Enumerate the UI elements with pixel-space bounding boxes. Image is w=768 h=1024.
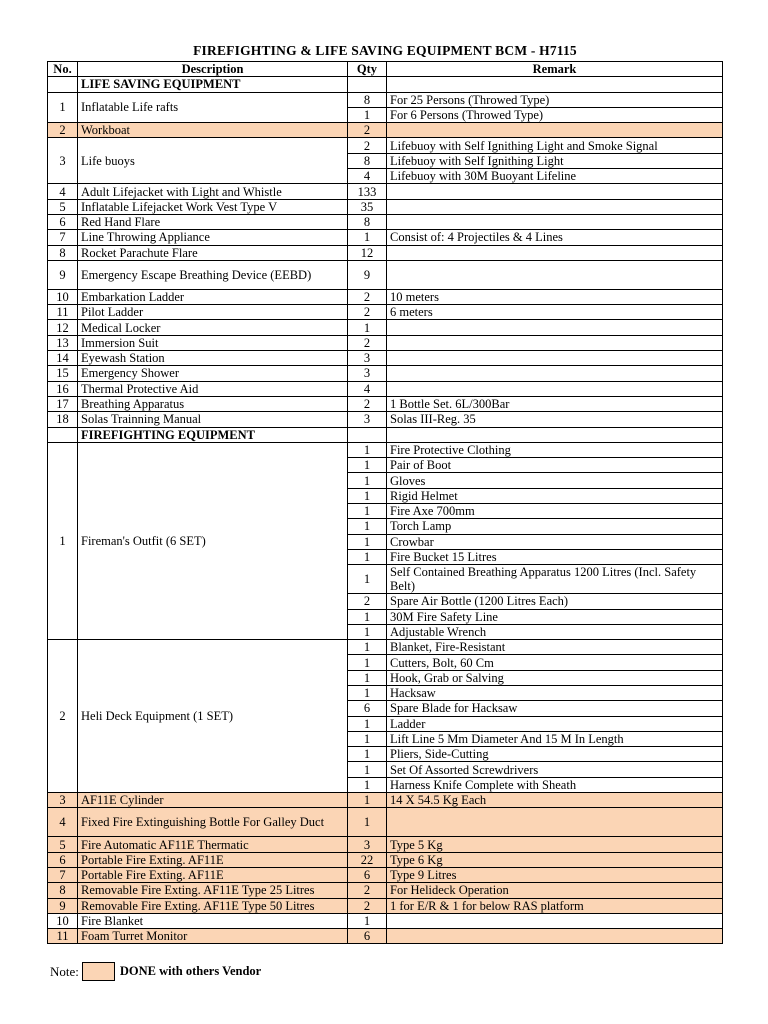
item-number: 10 — [48, 913, 78, 928]
item-qty: 4 — [348, 169, 387, 184]
item-qty: 1 — [348, 488, 387, 503]
item-number: 3 — [48, 793, 78, 808]
item-qty: 1 — [348, 473, 387, 488]
item-number: 5 — [48, 837, 78, 852]
item-description: Fire Blanket — [78, 913, 348, 928]
item-qty: 8 — [348, 153, 387, 168]
item-number: 6 — [48, 214, 78, 229]
item-remark — [387, 184, 723, 199]
section-remark-cell — [387, 427, 723, 442]
item-description: Pilot Ladder — [78, 305, 348, 320]
item-number: 10 — [48, 289, 78, 304]
item-remark: Ladder — [387, 716, 723, 731]
table-body — [48, 77, 723, 944]
item-qty: 1 — [348, 655, 387, 670]
item-number: 2 — [48, 640, 78, 793]
item-qty: 133 — [348, 184, 387, 199]
item-qty: 1 — [348, 808, 387, 837]
item-description: Foam Turret Monitor — [78, 929, 348, 944]
item-remark: Gloves — [387, 473, 723, 488]
item-remark: 1 Bottle Set. 6L/300Bar — [387, 396, 723, 411]
section-remark-cell — [387, 77, 723, 92]
highlight-swatch — [82, 962, 115, 981]
item-remark — [387, 366, 723, 381]
section-no-cell — [48, 427, 78, 442]
item-qty: 22 — [348, 852, 387, 867]
item-description: Workboat — [78, 123, 348, 138]
item-qty: 8 — [348, 92, 387, 107]
item-description: Inflatable Life rafts — [78, 92, 348, 123]
item-remark: Lifebuoy with Self Ignithing Light and Smoke Signal — [387, 138, 723, 153]
item-remark: Lifebuoy with Self Ignithing Light — [387, 153, 723, 168]
item-description: Immersion Suit — [78, 335, 348, 350]
table-row — [48, 852, 723, 867]
table-row — [48, 351, 723, 366]
section-title: FIREFIGHTING EQUIPMENT — [78, 427, 348, 442]
item-description: Adult Lifejacket with Light and Whistle — [78, 184, 348, 199]
table-row — [48, 335, 723, 350]
item-number: 8 — [48, 245, 78, 260]
item-qty: 1 — [348, 230, 387, 245]
item-remark — [387, 929, 723, 944]
item-remark: Cutters, Bolt, 60 Cm — [387, 655, 723, 670]
table-row — [48, 199, 723, 214]
item-remark: Hacksaw — [387, 685, 723, 700]
item-description: Fixed Fire Extinguishing Bottle For Galley Duct — [78, 808, 348, 837]
item-description: Emergency Shower — [78, 366, 348, 381]
item-remark: Torch Lamp — [387, 519, 723, 534]
item-remark: Spare Air Bottle (1200 Litres Each) — [387, 594, 723, 609]
table-row — [48, 260, 723, 289]
item-remark: Hook, Grab or Salving — [387, 670, 723, 685]
table-row — [48, 640, 723, 655]
item-qty: 2 — [348, 123, 387, 138]
item-number: 16 — [48, 381, 78, 396]
item-description: Red Hand Flare — [78, 214, 348, 229]
item-remark — [387, 808, 723, 837]
item-qty: 12 — [348, 245, 387, 260]
item-qty: 1 — [348, 320, 387, 335]
item-number: 18 — [48, 412, 78, 427]
item-remark: Fire Bucket 15 Litres — [387, 549, 723, 564]
section-row — [48, 427, 723, 442]
item-description: Eyewash Station — [78, 351, 348, 366]
item-number: 8 — [48, 883, 78, 898]
item-remark: 10 meters — [387, 289, 723, 304]
table-row — [48, 396, 723, 411]
item-qty: 1 — [348, 458, 387, 473]
header-remark: Remark — [387, 62, 723, 77]
item-qty: 2 — [348, 305, 387, 320]
item-remark — [387, 199, 723, 214]
page-title: FIREFIGHTING & LIFE SAVING EQUIPMENT BCM - H7115 — [193, 43, 577, 58]
item-number: 7 — [48, 230, 78, 245]
item-qty: 2 — [348, 138, 387, 153]
item-remark: Lift Line 5 Mm Diameter And 15 M In Length — [387, 731, 723, 746]
item-qty: 1 — [348, 609, 387, 624]
item-remark: Pair of Boot — [387, 458, 723, 473]
item-number: 1 — [48, 92, 78, 123]
item-remark: Fire Axe 700mm — [387, 504, 723, 519]
item-number: 14 — [48, 351, 78, 366]
item-qty: 1 — [348, 716, 387, 731]
item-remark: For Helideck Operation — [387, 883, 723, 898]
item-description: Removable Fire Exting. AF11E Type 25 Litres — [78, 883, 348, 898]
item-number: 4 — [48, 808, 78, 837]
item-qty: 35 — [348, 199, 387, 214]
item-remark: Pliers, Side-Cutting — [387, 747, 723, 762]
item-number: 17 — [48, 396, 78, 411]
item-qty: 6 — [348, 867, 387, 882]
item-remark — [387, 335, 723, 350]
item-number: 2 — [48, 123, 78, 138]
item-remark: Rigid Helmet — [387, 488, 723, 503]
table-row — [48, 793, 723, 808]
item-number: 5 — [48, 199, 78, 214]
item-qty: 1 — [348, 762, 387, 777]
item-remark: Set Of Assorted Screwdrivers — [387, 762, 723, 777]
item-remark: Type 6 Kg — [387, 852, 723, 867]
table-row — [48, 808, 723, 837]
item-qty: 2 — [348, 335, 387, 350]
item-description: Emergency Escape Breathing Device (EEBD) — [78, 260, 348, 289]
item-description: Medical Locker — [78, 320, 348, 335]
item-description: Portable Fire Exting. AF11E — [78, 867, 348, 882]
item-remark — [387, 260, 723, 289]
table-row — [48, 366, 723, 381]
item-number: 3 — [48, 138, 78, 184]
note-label: Note: — [50, 963, 79, 979]
section-row — [48, 77, 723, 92]
item-remark: For 25 Persons (Throwed Type) — [387, 92, 723, 107]
item-number: 13 — [48, 335, 78, 350]
item-description: Fireman's Outfit (6 SET) — [78, 442, 348, 639]
item-remark: Type 5 Kg — [387, 837, 723, 852]
header-description: Description — [78, 62, 348, 77]
item-qty: 1 — [348, 793, 387, 808]
item-remark: Type 9 Litres — [387, 867, 723, 882]
item-qty: 1 — [348, 777, 387, 792]
section-title: LIFE SAVING EQUIPMENT — [78, 77, 348, 92]
item-remark — [387, 245, 723, 260]
legend-note — [50, 962, 261, 981]
item-qty: 2 — [348, 898, 387, 913]
item-qty: 3 — [348, 366, 387, 381]
item-number: 11 — [48, 929, 78, 944]
table-row — [48, 305, 723, 320]
item-remark: 30M Fire Safety Line — [387, 609, 723, 624]
item-qty: 2 — [348, 594, 387, 609]
section-qty-cell — [348, 77, 387, 92]
item-remark: Fire Protective Clothing — [387, 442, 723, 457]
item-qty: 1 — [348, 504, 387, 519]
item-remark: Solas III-Reg. 35 — [387, 412, 723, 427]
item-remark: For 6 Persons (Throwed Type) — [387, 107, 723, 122]
item-description: Breathing Apparatus — [78, 396, 348, 411]
item-remark: Blanket, Fire-Resistant — [387, 640, 723, 655]
item-remark — [387, 351, 723, 366]
item-number: 4 — [48, 184, 78, 199]
table-row — [48, 92, 723, 107]
item-remark — [387, 214, 723, 229]
item-qty: 3 — [348, 837, 387, 852]
equipment-table — [47, 61, 723, 944]
item-number: 15 — [48, 366, 78, 381]
item-qty: 9 — [348, 260, 387, 289]
item-qty: 8 — [348, 214, 387, 229]
table-row — [48, 289, 723, 304]
header-qty: Qty — [348, 62, 387, 77]
table-row — [48, 898, 723, 913]
item-qty: 1 — [348, 913, 387, 928]
item-qty: 1 — [348, 107, 387, 122]
table-row — [48, 883, 723, 898]
item-remark: Adjustable Wrench — [387, 624, 723, 639]
item-description: Solas Trainning Manual — [78, 412, 348, 427]
item-qty: 6 — [348, 929, 387, 944]
item-qty: 6 — [348, 701, 387, 716]
item-description: Heli Deck Equipment (1 SET) — [78, 640, 348, 793]
table-row — [48, 320, 723, 335]
item-remark: Consist of: 4 Projectiles & 4 Lines — [387, 230, 723, 245]
item-qty: 1 — [348, 640, 387, 655]
item-qty: 3 — [348, 412, 387, 427]
item-number: 11 — [48, 305, 78, 320]
table-row — [48, 929, 723, 944]
item-description: Removable Fire Exting. AF11E Type 50 Litres — [78, 898, 348, 913]
header-no: No. — [48, 62, 78, 77]
table-row — [48, 837, 723, 852]
item-qty: 4 — [348, 381, 387, 396]
item-remark — [387, 913, 723, 928]
item-remark: Crowbar — [387, 534, 723, 549]
table-row — [48, 867, 723, 882]
item-qty: 1 — [348, 670, 387, 685]
note-text: DONE with others Vendor — [119, 964, 262, 978]
item-remark — [387, 381, 723, 396]
item-remark: Self Contained Breathing Apparatus 1200 Litres (Incl. Safety Belt) — [387, 565, 723, 594]
item-qty: 1 — [348, 731, 387, 746]
item-qty: 1 — [348, 565, 387, 594]
section-qty-cell — [348, 427, 387, 442]
item-description: Rocket Parachute Flare — [78, 245, 348, 260]
item-number: 7 — [48, 867, 78, 882]
section-no-cell — [48, 77, 78, 92]
item-description: Line Throwing Appliance — [78, 230, 348, 245]
item-description: Portable Fire Exting. AF11E — [78, 852, 348, 867]
item-qty: 1 — [348, 624, 387, 639]
item-qty: 2 — [348, 289, 387, 304]
table-row — [48, 138, 723, 153]
item-qty: 1 — [348, 442, 387, 457]
table-row — [48, 214, 723, 229]
table-row — [48, 381, 723, 396]
table-row — [48, 123, 723, 138]
item-qty: 3 — [348, 351, 387, 366]
table-row — [48, 442, 723, 457]
item-description: Life buoys — [78, 138, 348, 184]
table-row — [48, 412, 723, 427]
item-remark: 14 X 54.5 Kg Each — [387, 793, 723, 808]
item-description: AF11E Cylinder — [78, 793, 348, 808]
item-number: 1 — [48, 442, 78, 639]
item-qty: 2 — [348, 883, 387, 898]
item-number: 9 — [48, 260, 78, 289]
item-remark: 6 meters — [387, 305, 723, 320]
item-qty: 1 — [348, 685, 387, 700]
item-qty: 1 — [348, 519, 387, 534]
item-description: Inflatable Lifejacket Work Vest Type V — [78, 199, 348, 214]
table-row — [48, 184, 723, 199]
item-remark — [387, 320, 723, 335]
item-qty: 1 — [348, 549, 387, 564]
item-description: Embarkation Ladder — [78, 289, 348, 304]
table-row — [48, 245, 723, 260]
item-qty: 1 — [348, 747, 387, 762]
item-remark: 1 for E/R & 1 for below RAS platform — [387, 898, 723, 913]
table-row — [48, 913, 723, 928]
item-remark: Harness Knife Complete with Sheath — [387, 777, 723, 792]
item-description: Fire Automatic AF11E Thermatic — [78, 837, 348, 852]
table-header-row — [48, 62, 723, 77]
item-qty: 1 — [348, 534, 387, 549]
item-remark — [387, 123, 723, 138]
item-description: Thermal Protective Aid — [78, 381, 348, 396]
item-number: 12 — [48, 320, 78, 335]
item-number: 6 — [48, 852, 78, 867]
item-remark: Lifebuoy with 30M Buoyant Lifeline — [387, 169, 723, 184]
item-remark: Spare Blade for Hacksaw — [387, 701, 723, 716]
table-row — [48, 230, 723, 245]
item-qty: 2 — [348, 396, 387, 411]
item-number: 9 — [48, 898, 78, 913]
